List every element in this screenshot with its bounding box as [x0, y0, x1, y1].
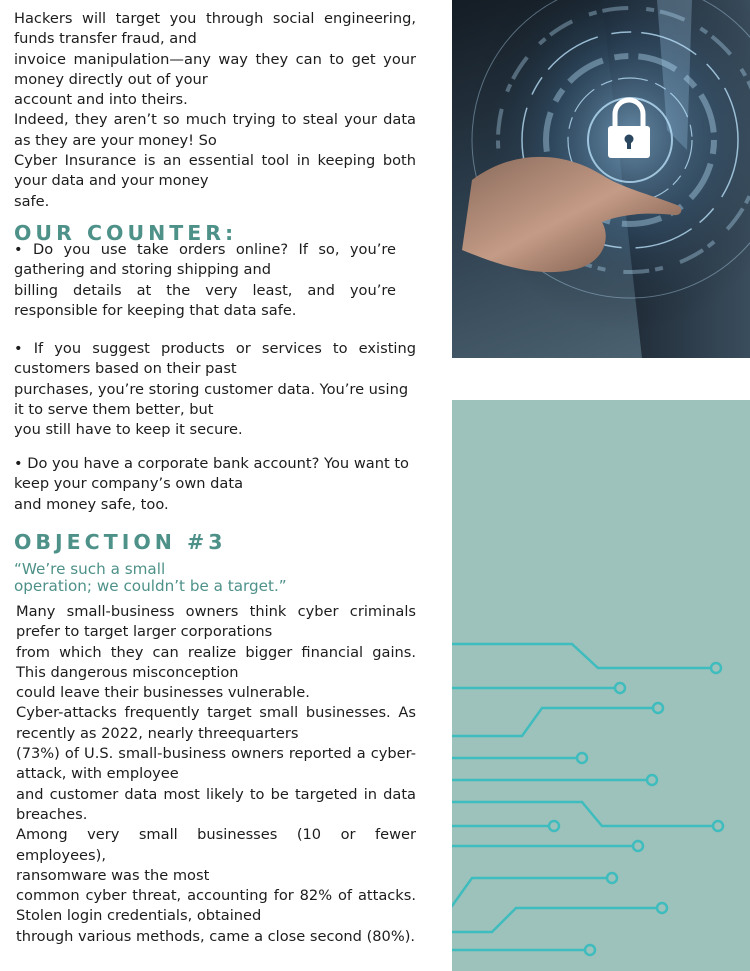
body-line: This dangerous misconception [16, 663, 239, 681]
bullet-line: gathering and storing shipping and [14, 261, 272, 279]
intro-line: money directly out of your [14, 70, 208, 88]
intro-line: Hackers will target you through social engineering, [14, 10, 416, 27]
bullet-line: customers based on their past [14, 360, 237, 378]
counter-bullet-3 [14, 454, 416, 515]
intro-line: funds transfer fraud, and [14, 30, 197, 48]
bullet-line: billing details at the very least, and you’re [14, 281, 396, 299]
counter-heading: OUR COUNTER: [14, 221, 238, 245]
counter-bullet-2 [14, 339, 416, 440]
bullet-line: • Do you use take orders online? If so, you’re [14, 241, 396, 258]
body-line: (73%) of U.S. small-business owners reported a cyber- [16, 745, 416, 763]
body-line: breaches. [16, 805, 88, 823]
body-line: recently as 2022, nearly threequarters [16, 724, 299, 742]
intro-paragraph [14, 9, 416, 212]
body-line: through various methods, came a close second (80%). [16, 927, 416, 945]
padlock-hologram-illustration [452, 0, 750, 358]
bullet-line: keep your company’s own data [14, 475, 244, 493]
bullet-line: purchases, you’re storing customer data. You’re using [14, 380, 409, 398]
bullet-line: and money safe, too. [14, 495, 169, 513]
circuit-decoration-panel [452, 400, 750, 971]
cyber-security-photo [452, 0, 750, 358]
counter-bullet-1 [14, 240, 396, 321]
intro-line: account and into theirs. [14, 91, 188, 109]
body-line: Many small-business owners think cyber criminals [16, 603, 416, 620]
bullet-line: it to serve them better, but [14, 400, 214, 418]
intro-line: Indeed, they aren’t so much trying to steal your data [14, 111, 416, 129]
quote-line: “We’re such a small [14, 560, 166, 578]
body-line: Among very small businesses (10 or fewer employees), [16, 826, 416, 864]
intro-line: Cyber Insurance is an essential tool in keeping both [14, 152, 416, 170]
quote-line: operation; we couldn’t be a target.” [14, 577, 287, 595]
bullet-line: responsible for keeping that data safe. [14, 301, 297, 319]
circuit-lines-graphic [452, 400, 750, 971]
body-line: prefer to target larger corporations [16, 623, 273, 641]
intro-line: safe. [14, 192, 50, 210]
bullet-line: • Do you have a corporate bank account? You want to [14, 455, 409, 472]
body-line: attack, with employee [16, 765, 179, 783]
objection-body [16, 602, 416, 947]
intro-line: your data and your money [14, 172, 209, 190]
body-line: common cyber threat, accounting for 82% of attacks. [16, 887, 416, 905]
body-line: Cyber-attacks frequently target small businesses. As [16, 704, 416, 722]
body-line: from which they can realize bigger financial gains. [16, 643, 416, 661]
body-line: could leave their businesses vulnerable. [16, 684, 310, 702]
body-line: ransomware was the most [16, 866, 210, 884]
objection-heading: OBJECTION #3 [14, 530, 227, 554]
objection-quote [14, 561, 287, 595]
intro-line: as they are your money! So [14, 131, 217, 149]
bullet-line: • If you suggest products or services to existing [14, 340, 416, 357]
bullet-line: you still have to keep it secure. [14, 421, 243, 439]
body-line: and customer data most likely to be targeted in data [16, 785, 416, 803]
intro-line: invoice manipulation—any way they can to get your [14, 50, 416, 68]
body-line: Stolen login credentials, obtained [16, 907, 262, 925]
